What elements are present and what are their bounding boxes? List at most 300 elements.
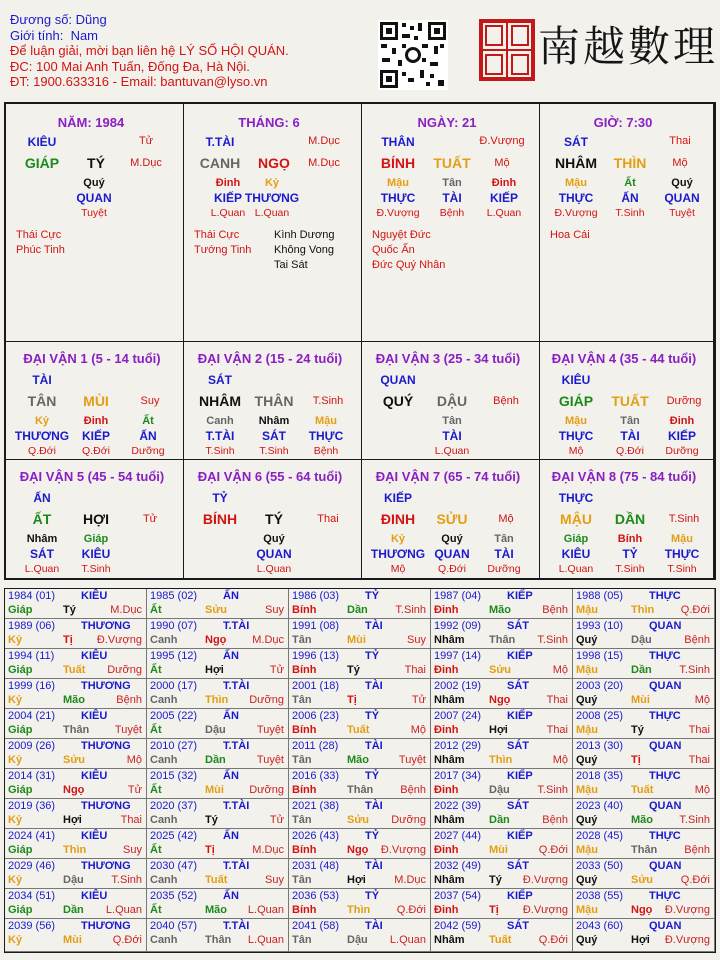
year-star: ẤN xyxy=(223,590,239,602)
year-label: 2032 (49) xyxy=(434,860,482,872)
earthly-branch: MÙI xyxy=(83,393,109,409)
year-label: 2000 (17) xyxy=(150,680,198,692)
year-cell[interactable] xyxy=(289,649,431,679)
year-star: TỶ xyxy=(365,590,380,602)
year-star: TÀI xyxy=(365,620,383,632)
year-star: SÁT xyxy=(507,680,529,692)
hidden-stem: Quý xyxy=(441,533,463,545)
year-cell[interactable] xyxy=(289,919,431,952)
year-label: 2008 (25) xyxy=(576,710,624,722)
hidden-stage: Đ.Vượng xyxy=(376,207,420,219)
year-branch: Sửu xyxy=(63,754,86,766)
year-stage: Mộ xyxy=(126,754,142,766)
year-stage: Q.Đới xyxy=(538,934,568,946)
year-cell[interactable] xyxy=(289,859,431,889)
hidden-stage: Dưỡng xyxy=(665,445,699,457)
year-cell[interactable] xyxy=(5,829,147,859)
year-label: 2034 (51) xyxy=(8,890,56,902)
year-stage: Bệnh xyxy=(684,634,710,646)
year-label: 2027 (44) xyxy=(434,830,482,842)
special-star: Quốc Ấn xyxy=(372,244,415,256)
year-stem: Canh xyxy=(150,634,178,646)
year-stem: Đinh xyxy=(434,664,459,676)
year-cell[interactable] xyxy=(573,889,715,919)
year-label: 2035 (52) xyxy=(150,890,198,902)
year-star: ẤN xyxy=(223,770,239,782)
year-star: TỶ xyxy=(365,830,380,842)
year-branch: Mùi xyxy=(63,934,82,946)
gender-value: Nam xyxy=(70,27,99,43)
year-label: 1992 (09) xyxy=(434,620,482,632)
earthly-branch: THÂN xyxy=(254,393,294,409)
dai-van-title: ĐẠI VẬN 2 (15 - 24 tuổi) xyxy=(197,351,343,366)
year-stage: Mộ xyxy=(694,784,710,796)
contact-line-1: Để luận giải, mời bạn liên hệ LÝ SỐ HỘI QUÁN. xyxy=(10,43,289,58)
heavenly-stem: BÍNH xyxy=(202,511,238,527)
dai-van-title: ĐẠI VẬN 6 (55 - 64 tuổi) xyxy=(197,469,343,484)
year-branch: Dậu xyxy=(347,934,368,946)
year-cell[interactable] xyxy=(431,829,573,859)
year-label: 2009 (26) xyxy=(8,740,56,752)
year-label: 2039 (56) xyxy=(8,920,56,932)
hidden-stem: Quý xyxy=(671,177,693,189)
year-cell[interactable] xyxy=(431,739,573,769)
heavenly-stem: ĐINH xyxy=(380,511,416,527)
year-cell[interactable] xyxy=(5,589,147,619)
year-stem: Kỷ xyxy=(8,754,23,766)
year-stem: Mậu xyxy=(576,664,598,676)
hidden-star: ẤN xyxy=(621,191,639,205)
year-stage: Tử xyxy=(127,784,142,796)
year-cell[interactable] xyxy=(289,619,431,649)
year-label: 2030 (47) xyxy=(150,860,198,872)
hidden-stem: Đinh xyxy=(83,415,109,427)
year-label: 2002 (19) xyxy=(434,680,482,692)
year-cell[interactable] xyxy=(147,619,289,649)
year-cell[interactable] xyxy=(431,919,573,952)
year-cell[interactable] xyxy=(431,889,573,919)
year-star: THƯƠNG xyxy=(81,740,131,752)
year-branch: Tuất xyxy=(631,784,654,796)
year-cell[interactable] xyxy=(147,739,289,769)
year-stem: Tân xyxy=(292,814,312,826)
heavenly-stem: QUÝ xyxy=(382,393,414,409)
year-label: 1984 (01) xyxy=(8,590,56,602)
year-branch: Thìn xyxy=(205,694,229,706)
dai-van-cell xyxy=(184,342,362,460)
contact-line-3[interactable]: ĐT: 1900.633316 - Email: bantuvan@lyso.vn xyxy=(10,74,268,89)
year-cell[interactable] xyxy=(147,829,289,859)
pillar-cell xyxy=(362,104,540,342)
year-stem: Bính xyxy=(292,664,317,676)
hidden-stage: L.Quan xyxy=(256,563,292,575)
name-label: Đương số: xyxy=(10,12,73,27)
pillar-cell xyxy=(184,104,362,342)
year-star: QUAN xyxy=(649,800,682,812)
year-stem: Đinh xyxy=(434,724,459,736)
special-star: Hoa Cái xyxy=(550,229,590,241)
special-star: Thái Cực xyxy=(194,229,240,241)
year-branch: Thân xyxy=(205,934,232,946)
hidden-stem: Bính xyxy=(617,533,643,545)
year-stem: Quý xyxy=(576,634,598,646)
year-star: THỰC xyxy=(649,710,681,722)
hidden-stem: Nhâm xyxy=(258,415,290,427)
year-branch: Tý xyxy=(489,874,502,886)
year-cell[interactable] xyxy=(573,859,715,889)
year-star: SÁT xyxy=(507,920,529,932)
year-cell[interactable] xyxy=(5,709,147,739)
year-label: 2012 (29) xyxy=(434,740,482,752)
dai-van-cell xyxy=(540,460,714,580)
year-cell[interactable] xyxy=(147,859,289,889)
year-branch: Thân xyxy=(489,634,516,646)
year-star: KIẾP xyxy=(507,830,533,842)
stage-label: Thai xyxy=(669,135,691,147)
year-cell[interactable] xyxy=(289,709,431,739)
year-stem: Đinh xyxy=(434,844,459,856)
hidden-stage: T.Sinh xyxy=(205,445,235,457)
year-stage: Bệnh xyxy=(542,814,568,826)
year-cell[interactable] xyxy=(289,829,431,859)
year-label: 1987 (04) xyxy=(434,590,482,602)
earthly-branch: THÌN xyxy=(613,155,647,171)
year-star: SÁT xyxy=(507,860,529,872)
year-star: SÁT xyxy=(507,800,529,812)
year-cell[interactable] xyxy=(147,889,289,919)
year-cell[interactable] xyxy=(573,619,715,649)
year-stem: Ất xyxy=(150,664,162,676)
year-stem: Ất xyxy=(150,784,162,796)
earthly-branch: NGỌ xyxy=(258,155,290,171)
year-cell[interactable] xyxy=(289,739,431,769)
year-label: 2026 (43) xyxy=(292,830,340,842)
year-stage: L.Quan xyxy=(389,934,426,946)
dai-van-title: ĐẠI VẬN 1 (5 - 14 tuổi) xyxy=(23,351,161,366)
year-cell[interactable] xyxy=(289,889,431,919)
year-cell[interactable] xyxy=(431,769,573,799)
year-star: ẤN xyxy=(223,650,239,662)
year-stem: Tân xyxy=(292,754,312,766)
year-star: SÁT xyxy=(507,620,529,632)
year-cell[interactable] xyxy=(147,799,289,829)
year-stage: Mộ xyxy=(410,724,426,736)
year-cell[interactable] xyxy=(147,679,289,709)
branch-stage: T.Sinh xyxy=(668,513,700,525)
year-stem: Canh xyxy=(150,934,178,946)
year-branch: Sửu xyxy=(489,664,512,676)
year-stage: Q.Đới xyxy=(396,904,426,916)
heavenly-stem: BÍNH xyxy=(380,155,416,171)
name-value: Dũng xyxy=(75,12,107,27)
year-cell[interactable] xyxy=(5,769,147,799)
hidden-star: KIẾP xyxy=(667,429,697,443)
dai-van-title: ĐẠI VẬN 3 (25 - 34 tuổi) xyxy=(375,351,521,366)
year-cell[interactable] xyxy=(147,649,289,679)
year-stem: Canh xyxy=(150,694,178,706)
year-label: 2006 (23) xyxy=(292,710,340,722)
year-stage: L.Quan xyxy=(105,904,142,916)
year-cell[interactable] xyxy=(147,919,289,952)
year-star: TỶ xyxy=(365,650,380,662)
hidden-stage: Mộ xyxy=(568,445,584,457)
year-cell[interactable] xyxy=(573,799,715,829)
year-stem: Kỷ xyxy=(8,694,23,706)
year-branch: Hợi xyxy=(631,934,650,946)
year-cell[interactable] xyxy=(147,589,289,619)
hidden-star: TÀI xyxy=(442,191,462,205)
year-branch: Tuất xyxy=(63,664,86,676)
year-stem: Kỷ xyxy=(8,934,23,946)
year-star: KIÊU xyxy=(81,590,108,602)
year-label: 1990 (07) xyxy=(150,620,198,632)
year-stage: Bệnh xyxy=(684,844,710,856)
year-branch: Tị xyxy=(205,844,215,856)
year-branch: Tuất xyxy=(347,724,370,736)
year-star: T.TÀI xyxy=(223,680,250,692)
year-stem: Kỷ xyxy=(8,634,23,646)
hidden-star: THƯƠNG xyxy=(370,547,426,561)
year-stem: Giáp xyxy=(8,604,33,616)
year-stem: Canh xyxy=(150,814,178,826)
year-branch: Mùi xyxy=(489,844,508,856)
year-branch: Tị xyxy=(631,754,641,766)
year-label: 1997 (14) xyxy=(434,650,482,662)
year-cell[interactable] xyxy=(573,589,715,619)
dai-van-title: ĐẠI VẬN 4 (35 - 44 tuổi) xyxy=(551,351,697,366)
year-cell[interactable] xyxy=(5,619,147,649)
year-branch: Hợi xyxy=(205,664,224,676)
year-label: 2024 (41) xyxy=(8,830,56,842)
year-stage: Thai xyxy=(404,664,426,676)
year-stem: Tân xyxy=(292,634,312,646)
year-cell[interactable] xyxy=(573,709,715,739)
year-cell[interactable] xyxy=(289,799,431,829)
year-cell[interactable] xyxy=(431,799,573,829)
hidden-stage: Q.Đới xyxy=(616,445,644,457)
year-label: 2038 (55) xyxy=(576,890,624,902)
year-label: 2036 (53) xyxy=(292,890,340,902)
hidden-star: KIẾP xyxy=(213,191,243,205)
year-cell[interactable] xyxy=(5,919,147,952)
year-branch: Mão xyxy=(489,604,511,616)
hidden-stem: Quý xyxy=(83,177,105,189)
year-cell[interactable] xyxy=(5,889,147,919)
hidden-stem: Đinh xyxy=(491,177,517,189)
qr-code-icon[interactable] xyxy=(378,20,448,90)
year-label: 2007 (24) xyxy=(434,710,482,722)
year-star: KIÊU xyxy=(81,650,108,662)
year-cell[interactable] xyxy=(147,769,289,799)
hidden-stem: Đinh xyxy=(669,415,695,427)
year-cell[interactable] xyxy=(431,679,573,709)
dai-van-title: ĐẠI VẬN 8 (75 - 84 tuổi) xyxy=(551,469,697,484)
year-label: 1995 (12) xyxy=(150,650,198,662)
year-star: THỰC xyxy=(649,830,681,842)
year-label: 1989 (06) xyxy=(8,620,56,632)
hidden-stage: T.Sinh xyxy=(259,445,289,457)
special-star: Tướng Tinh xyxy=(194,244,252,256)
year-stage: Đ.Vượng xyxy=(96,634,142,646)
year-cell[interactable] xyxy=(431,709,573,739)
hidden-stage: L.Quan xyxy=(254,207,290,219)
hidden-stem: Mậu xyxy=(671,533,693,545)
special-star: Nguyệt Đức xyxy=(372,229,431,241)
gender-label: Giới tính: xyxy=(10,27,64,43)
year-stem: Kỷ xyxy=(8,874,23,886)
year-star: TỶ xyxy=(365,890,380,902)
year-stem: Giáp xyxy=(8,664,33,676)
branch-stage: M.Dục xyxy=(308,157,340,169)
year-branch: Hợi xyxy=(347,874,366,886)
pillar-title: GIỜ: 7:30 xyxy=(593,115,653,130)
dai-van-cell xyxy=(184,460,362,580)
year-cell[interactable] xyxy=(5,799,147,829)
hidden-star: THỰC xyxy=(558,191,594,205)
year-stage: Q.Đới xyxy=(538,844,568,856)
year-stage: L.Quan xyxy=(247,934,284,946)
year-cell[interactable] xyxy=(573,769,715,799)
hidden-star: THƯƠNG xyxy=(244,191,300,205)
year-stem: Bính xyxy=(292,904,317,916)
year-cell[interactable] xyxy=(573,919,715,952)
year-branch: Dần xyxy=(63,904,84,916)
year-cell[interactable] xyxy=(431,589,573,619)
year-cell[interactable] xyxy=(289,769,431,799)
year-stem: Nhâm xyxy=(434,754,465,766)
year-label: 2040 (57) xyxy=(150,920,198,932)
year-star: KIẾP xyxy=(507,710,533,722)
year-stem: Ất xyxy=(150,604,162,616)
year-cell[interactable] xyxy=(573,739,715,769)
year-branch: Tý xyxy=(631,724,644,736)
year-star: THƯƠNG xyxy=(81,680,131,692)
year-stage: Thai xyxy=(688,724,710,736)
year-stage: Thai xyxy=(546,694,568,706)
hidden-stem: Tân xyxy=(494,533,514,545)
year-stem: Canh xyxy=(150,754,178,766)
earthly-branch: HỢI xyxy=(83,511,109,527)
year-cell[interactable] xyxy=(5,859,147,889)
year-cell[interactable] xyxy=(289,589,431,619)
branch-stage: T.Sinh xyxy=(312,395,344,407)
year-star: TÀI xyxy=(365,920,383,932)
hidden-stage: Đ.Vượng xyxy=(554,207,598,219)
year-label: 2015 (32) xyxy=(150,770,198,782)
hidden-star: KIÊU xyxy=(81,547,111,561)
special-star: Đức Quý Nhân xyxy=(372,259,446,271)
dai-van-cell xyxy=(6,342,184,460)
year-branch: Mùi xyxy=(205,784,224,796)
year-cell[interactable] xyxy=(5,679,147,709)
branch-stage: Mộ xyxy=(494,157,510,169)
year-label: 1998 (15) xyxy=(576,650,624,662)
year-stage: Thai xyxy=(546,724,568,736)
year-branch: Tý xyxy=(63,604,76,616)
year-label: 2001 (18) xyxy=(292,680,340,692)
year-stem: Giáp xyxy=(8,904,33,916)
special-star: Thái Cực xyxy=(16,229,62,241)
year-stem: Nhâm xyxy=(434,694,465,706)
year-stem: Quý xyxy=(576,934,598,946)
hidden-stage: Tuyệt xyxy=(81,207,107,219)
hidden-star: THỰC xyxy=(664,547,700,561)
year-stage: M.Dục xyxy=(394,874,426,886)
hidden-stage: L.Quan xyxy=(24,563,60,575)
branch-stage: Mộ xyxy=(498,513,514,525)
year-label: 2018 (35) xyxy=(576,770,624,782)
ten-god-star: THÂN xyxy=(381,135,415,149)
year-star: T.TÀI xyxy=(223,920,250,932)
hidden-stage: T.Sinh xyxy=(615,207,645,219)
year-cell[interactable] xyxy=(431,859,573,889)
year-stage: Tuyệt xyxy=(114,724,142,736)
year-cell[interactable] xyxy=(573,679,715,709)
year-label: 2013 (30) xyxy=(576,740,624,752)
earthly-branch: SỬU xyxy=(436,511,468,527)
year-stage: Tử xyxy=(269,664,284,676)
year-branch: Mão xyxy=(631,814,653,826)
year-stem: Mậu xyxy=(576,904,598,916)
year-stage: Tử xyxy=(411,694,426,706)
year-cell[interactable] xyxy=(573,829,715,859)
year-stage: Suy xyxy=(265,604,284,616)
branch-stage: Mộ xyxy=(672,157,688,169)
hidden-stage: L.Quan xyxy=(558,563,594,575)
year-branch: Dần xyxy=(631,664,652,676)
year-cell[interactable] xyxy=(431,649,573,679)
year-cell[interactable] xyxy=(147,709,289,739)
hidden-stage: Dưỡng xyxy=(131,445,165,457)
year-star: KIẾP xyxy=(507,590,533,602)
year-label: 1999 (16) xyxy=(8,680,56,692)
year-cell[interactable] xyxy=(5,649,147,679)
year-label: 1985 (02) xyxy=(150,590,198,602)
year-stage: Tuyệt xyxy=(398,754,426,766)
year-branch: Mùi xyxy=(347,634,366,646)
year-stem: Tân xyxy=(292,874,312,886)
hidden-star: ẤN xyxy=(139,429,157,443)
year-stem: Kỷ xyxy=(8,814,23,826)
year-stem: Quý xyxy=(576,874,598,886)
hidden-star: QUAN xyxy=(434,547,470,561)
logo-text: 南越數理 xyxy=(538,22,719,71)
stage-label: Đ.Vượng xyxy=(479,135,525,147)
hidden-stage: Q.Đới xyxy=(28,445,56,457)
year-star: THỰC xyxy=(649,590,681,602)
stage-label: Tử xyxy=(138,135,154,147)
header-info xyxy=(10,12,289,90)
year-stem: Ất xyxy=(150,844,162,856)
branch-stage: Bệnh xyxy=(493,395,519,407)
year-cell[interactable] xyxy=(573,649,715,679)
year-stage: T.Sinh xyxy=(537,784,568,796)
year-label: 2010 (27) xyxy=(150,740,198,752)
year-cell[interactable] xyxy=(289,679,431,709)
dai-van-cell xyxy=(362,460,540,580)
hidden-stem: Tân xyxy=(620,415,640,427)
pillar-cell xyxy=(6,104,184,342)
year-cell[interactable] xyxy=(5,739,147,769)
dai-van-cell xyxy=(540,342,714,460)
year-branch: Thìn xyxy=(631,604,655,616)
hidden-stage: Bệnh xyxy=(439,207,465,219)
year-cell[interactable] xyxy=(431,619,573,649)
earthly-branch: DẬU xyxy=(436,393,468,409)
contact-line-2: ĐC: 100 Mai Anh Tuấn, Đống Đa, Hà Nội. xyxy=(10,58,250,74)
year-stem: Mậu xyxy=(576,604,598,616)
year-branch: Ngọ xyxy=(63,784,85,796)
